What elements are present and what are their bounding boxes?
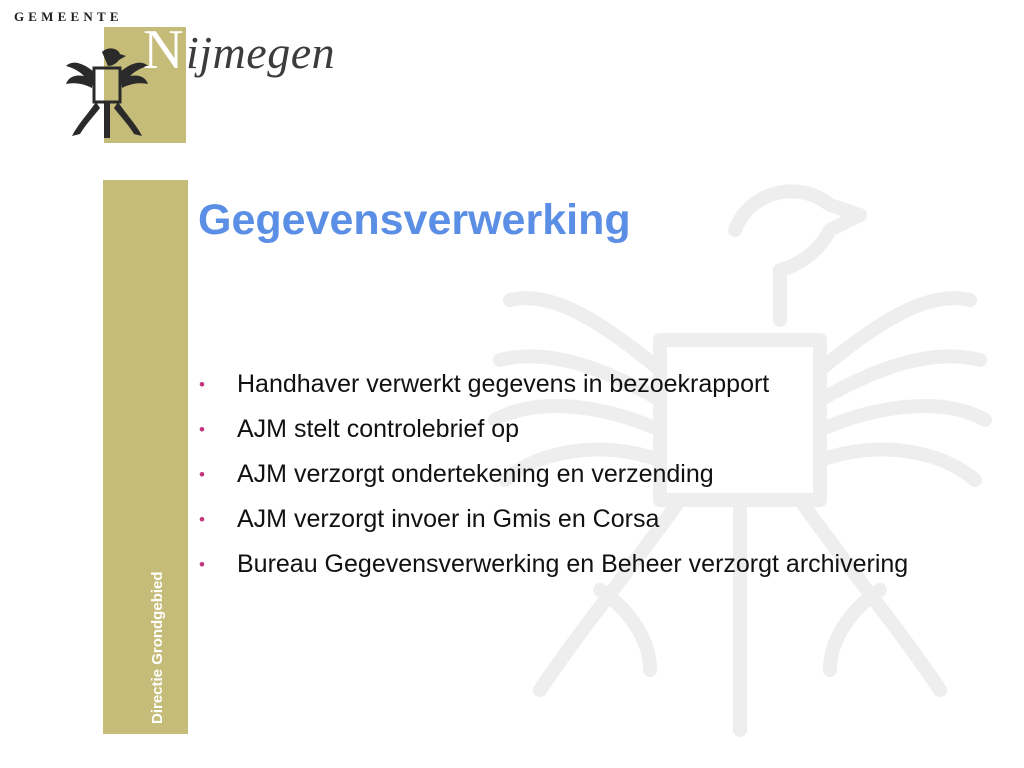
slide-title: Gegevensverwerking	[198, 196, 631, 244]
bullet-item: • AJM verzorgt ondertekening en verzending	[198, 456, 938, 493]
bullet-item: • Bureau Gegevensverwerking en Beheer verzorgt archivering	[198, 546, 938, 583]
eagle-crest-icon	[64, 44, 150, 142]
bullet-item: • AJM verzorgt invoer in Gmis en Corsa	[198, 501, 938, 538]
logo-gemeente-text: GEMEENTE	[14, 9, 123, 24]
sidebar-label: Directie Grondgebied	[149, 571, 166, 724]
logo-wordmark: ijmegen	[186, 27, 336, 78]
logo-initial: N	[143, 19, 184, 81]
bullet-item: • AJM stelt controlebrief op	[198, 411, 938, 448]
nijmegen-logo	[0, 0, 380, 150]
bullet-list	[198, 366, 938, 591]
bullet-item: • Handhaver verwerkt gegevens in bezoekrapport	[198, 366, 938, 403]
sidebar-band	[103, 180, 188, 734]
